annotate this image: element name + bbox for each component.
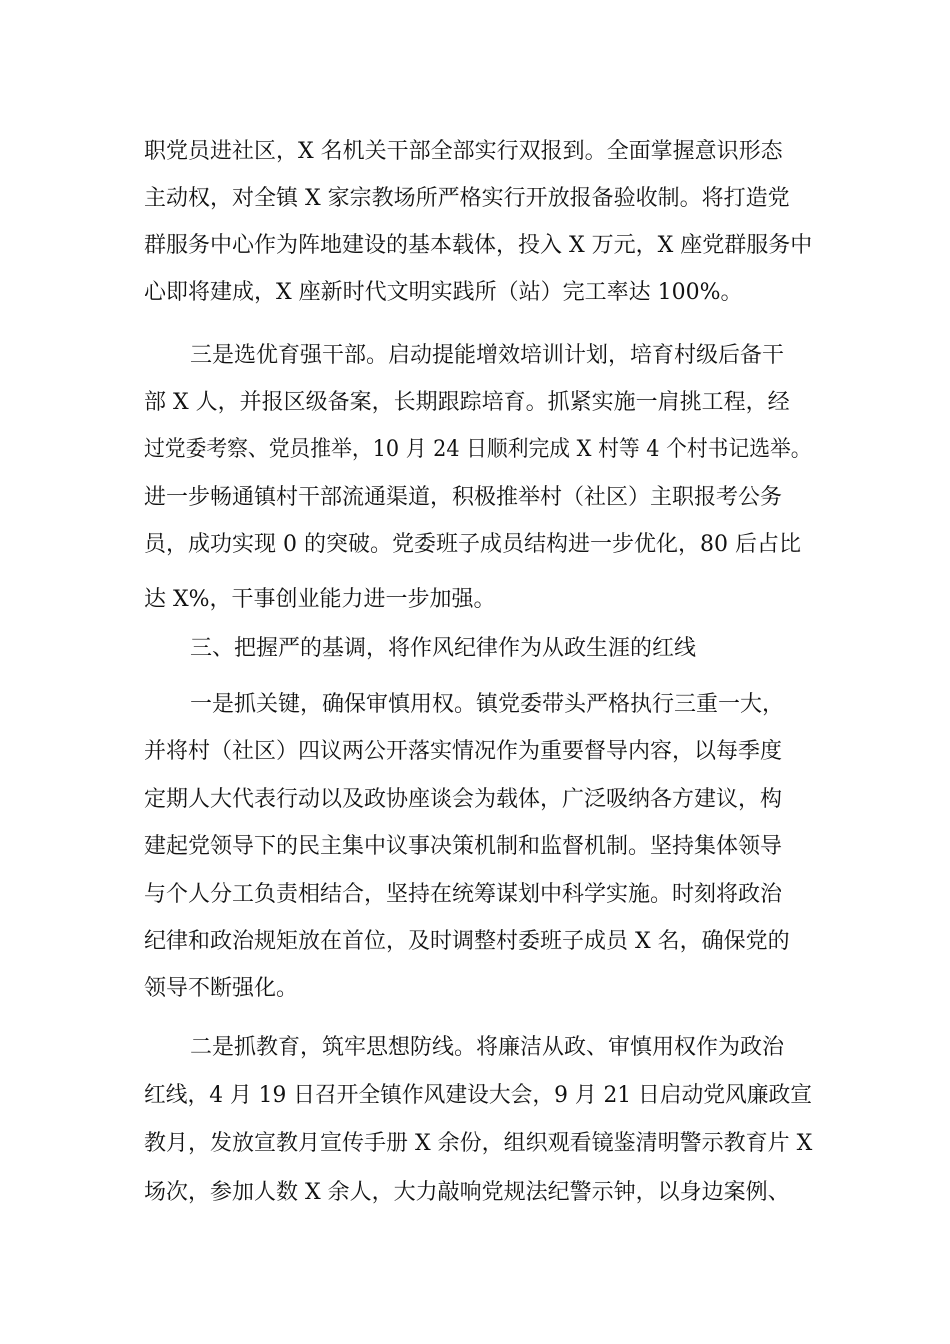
text-line: 领导不断强化。 xyxy=(144,976,299,1001)
text-line: 职党员进社区，X 名机关干部全部实行双报到。全面掌握意识形态 xyxy=(144,139,783,164)
text-line: 进一步畅通镇村干部流通渠道，积极推举村（社区）主职报考公务 xyxy=(144,485,783,510)
text-line: 过党委考察、党员推举，10 月 24 日顺利完成 X 村等 4 个村书记选举。 xyxy=(144,437,812,462)
text-line: 并将村（社区）四议两公开落实情况作为重要督导内容，以每季度 xyxy=(144,739,783,764)
text-line: 部 X 人，并报区级备案，长期跟踪培育。抓紧实施一肩挑工程，经 xyxy=(144,390,790,415)
text-line: 建起党领导下的民主集中议事决策机制和监督机制。坚持集体领导 xyxy=(144,834,783,859)
text-line: 员，成功实现 0 的突破。党委班子成员结构进一步优化，80 后占比 xyxy=(144,532,801,557)
section-heading: 三、把握严的基调，将作风纪律作为从政生涯的红线 xyxy=(190,636,697,661)
text-line: 场次，参加人数 X 余人，大力敲响党规法纪警示钟，以身边案例、 xyxy=(144,1180,790,1205)
paragraph-first-line: 一是抓关键，确保审慎用权。镇党委带头严格执行三重一大， xyxy=(190,692,785,717)
text-line: 纪律和政治规矩放在首位，及时调整村委班子成员 X 名，确保党的 xyxy=(144,929,790,954)
text-line: 定期人大代表行动以及政协座谈会为载体，广泛吸纳各方建议，构 xyxy=(144,787,783,812)
text-line: 主动权，对全镇 X 家宗教场所严格实行开放报备验收制。将打造党 xyxy=(144,186,790,211)
paragraph-first-line: 二是抓教育，筑牢思想防线。将廉洁从政、审慎用权作为政治 xyxy=(190,1035,785,1060)
text-line: 心即将建成，X 座新时代文明实践所（站）完工率达 100%。 xyxy=(144,280,743,305)
text-line: 红线，4 月 19 日召开全镇作风建设大会，9 月 21 日启动党风廉政宣 xyxy=(144,1083,812,1108)
text-line: 群服务中心作为阵地建设的基本载体，投入 X 万元，X 座党群服务中 xyxy=(144,233,813,258)
text-line: 达 X%，干事创业能力进一步加强。 xyxy=(144,587,496,612)
paragraph-first-line: 三是选优育强干部。启动提能增效培训计划，培育村级后备干 xyxy=(190,343,785,368)
text-line: 教月，发放宣教月宣传手册 X 余份，组织观看镜鉴清明警示教育片 X xyxy=(144,1131,813,1156)
text-line: 与个人分工负责相结合，坚持在统筹谋划中科学实施。时刻将政治 xyxy=(144,882,783,907)
